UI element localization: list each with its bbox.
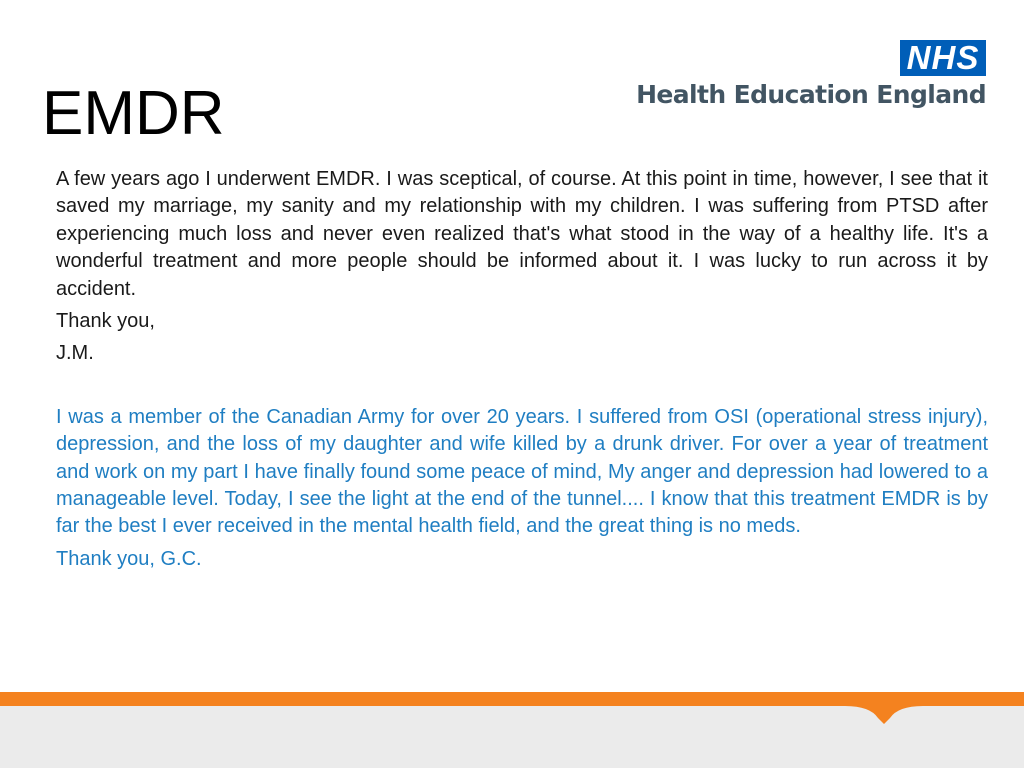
section-gap [56, 368, 988, 404]
nhs-logo-box: NHS [900, 40, 986, 76]
nhs-hee-logo [638, 40, 988, 112]
organisation-name: Health Education England [636, 80, 986, 109]
footer-notch-shape [0, 700, 1024, 730]
testimonial-2-text: I was a member of the Canadian Army for over 20 years. I suffered from OSI (operational stress injury), depression, and the loss of my daughter and wife killed by a drunk driver. For over a year of treatment and work on my part I have finally found some peace of mind, My anger and depression had lowered to a manageable level. Today, I see the light at the end of the tunnel.... I know that this treatment EMDR is by far the best I ever received in the mental health field, and the great thing is no meds. [56, 405, 988, 538]
slide-title: EMDR [42, 79, 225, 148]
testimonial-1-signoff: Thank you, [56, 310, 155, 333]
testimonial-1-author: J.M. [56, 342, 94, 365]
slide-body [56, 166, 988, 573]
testimonial-2-signoff: Thank you, G.C. [56, 547, 202, 570]
testimonial-1-text: A few years ago I underwent EMDR. I was sceptical, of course. At this point in time, however, I see that it saved my marriage, my sanity and my relationship with my children. I was suffering from PTSD after experiencing much loss and never even realized that's what stood in the way of a healthy life. It's a wonderful treatment and more people should be informed about it. I was lucky to run across it by accident. [56, 168, 988, 300]
